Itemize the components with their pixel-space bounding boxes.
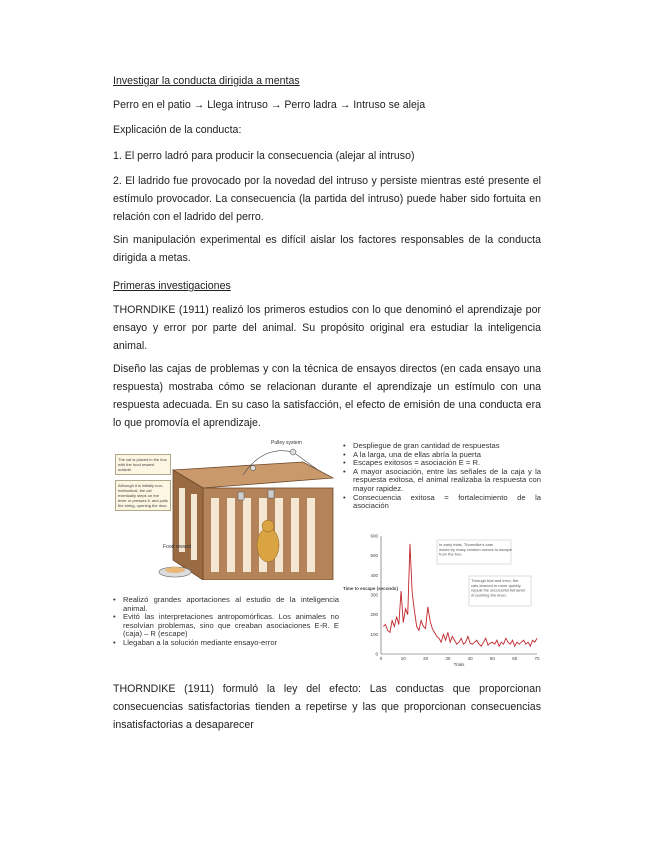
note-cat-placed: The cat is placed in the box with the food reward outside. (115, 454, 171, 475)
y-tick-label: 400 (370, 572, 378, 578)
list-item: • Despliegue de gran cantidad de respuestas (343, 442, 541, 451)
y-tick-label: 500 (370, 553, 378, 559)
y-tick-label: 600 (370, 533, 378, 539)
point-1: 1. El perro ladró para producir la consecuencia (alejar al intruso) (113, 150, 415, 162)
x-tick-label: 40 (467, 656, 473, 661)
point-3: Sin manipulación experimental es difícil aislar los factores responsables de la conducta dirigida a metas. (113, 234, 541, 264)
list-item: • Evitó las interpretaciones antropomórficas. Los animales no resolvían problemas, sino que creaban asociaciones E-R. E (caja) – R (escape) (113, 613, 339, 639)
x-tick-label: 10 (400, 656, 406, 661)
list-item: • A la larga, una de ellas abría la puerta (343, 451, 541, 460)
puzzle-box-illustration (118, 440, 353, 580)
conclusion-paragraph: THORNDIKE (1911) formuló la ley del efecto: Las conductas que proporcionan consecuencias satisfactorias tienden a repetirse y las que proporcionan consecuencias insatisfactorias a desaparecer (113, 683, 541, 731)
annotation-2: Through trial and error, the cats learned to more quickly repeat the successful behavior of pushing the lever. (471, 578, 526, 598)
left-bullet-list (113, 596, 339, 648)
explanation-heading: Explicación de la conducta: (113, 124, 242, 136)
sequence-line: Perro en el patio → Llega intruso → Perro ladra → Intruso se aleja (113, 99, 426, 111)
x-axis-label: Trials (453, 662, 465, 667)
list-item: • A mayor asociación, entre las señales de la caja y la respuesta exitosa, el animal realizaba la respuesta con mayor rapidez. (343, 468, 541, 494)
paragraph-1: THORNDIKE (1911) realizó los primeros estudios con lo que denominó el aprendizaje por ensayo y error por parte del animal. Su propósito original era estudiar la inteligencia animal. (113, 304, 541, 352)
x-tick-label: 30 (445, 656, 451, 661)
list-item: • Consecuencia exitosa = fortalecimiento de la asociación (343, 494, 541, 511)
x-tick-label: 20 (423, 656, 429, 661)
y-tick-label: 300 (370, 592, 378, 598)
doc-title: Investigar la conducta dirigida a mentas (113, 75, 300, 87)
x-tick-label: 60 (512, 656, 518, 661)
annotation-1: In early trials, Thorndike's cats would try many random moves to escape from the box. (439, 542, 512, 557)
paragraph-2: Diseño las cajas de problemas y con la técnica de ensayos directos (en cada ensayo una respuesta) mostraba cómo se relacionan durante el aprendizaje un estímulo con una respuesta adecuada. En su caso la satisfacción, el efecto de emisión de una conducta era lo que promovía el aprendizaje. (113, 363, 541, 429)
y-tick-label: 100 (370, 631, 378, 637)
pulley-label: Pulley system (271, 440, 302, 446)
section-heading: Primeras investigaciones (113, 280, 231, 292)
y-tick-label: 200 (370, 612, 378, 618)
list-item: • Llegaban a la solución mediante ensayo-error (113, 639, 339, 648)
list-item: • Escapes exitosos = asociación E = R. (343, 459, 541, 468)
x-tick-label: 70 (534, 656, 540, 661)
point-2: 2. El ladrido fue provocado por la novedad del intruso y persiste mientras esté presente el estímulo provocador. La consecuencia (la partida del intruso) puede haber sido fortuita en relación con el ladrido del perro. (113, 175, 541, 223)
escape-time-chart (341, 530, 541, 668)
thorndike-figure (113, 440, 541, 666)
x-tick-label: 0 (379, 656, 383, 661)
y-tick-label: 0 (375, 651, 378, 657)
x-tick-label: 50 (489, 656, 495, 661)
note-cat-escape: Although it is initially non-methodical, the cat eventually steps on the lever or presses it, and pulls the string, opening the door. (115, 480, 171, 511)
y-axis-label: Time to escape (seconds) (343, 586, 398, 591)
list-item: • Realizó grandes aportaciones al estudio de la inteligencia animal. (113, 596, 339, 613)
puzzle-box-drawing (143, 440, 353, 580)
right-bullet-list (343, 442, 541, 511)
chart-svg (341, 530, 541, 668)
food-label: Food reward (163, 544, 192, 550)
